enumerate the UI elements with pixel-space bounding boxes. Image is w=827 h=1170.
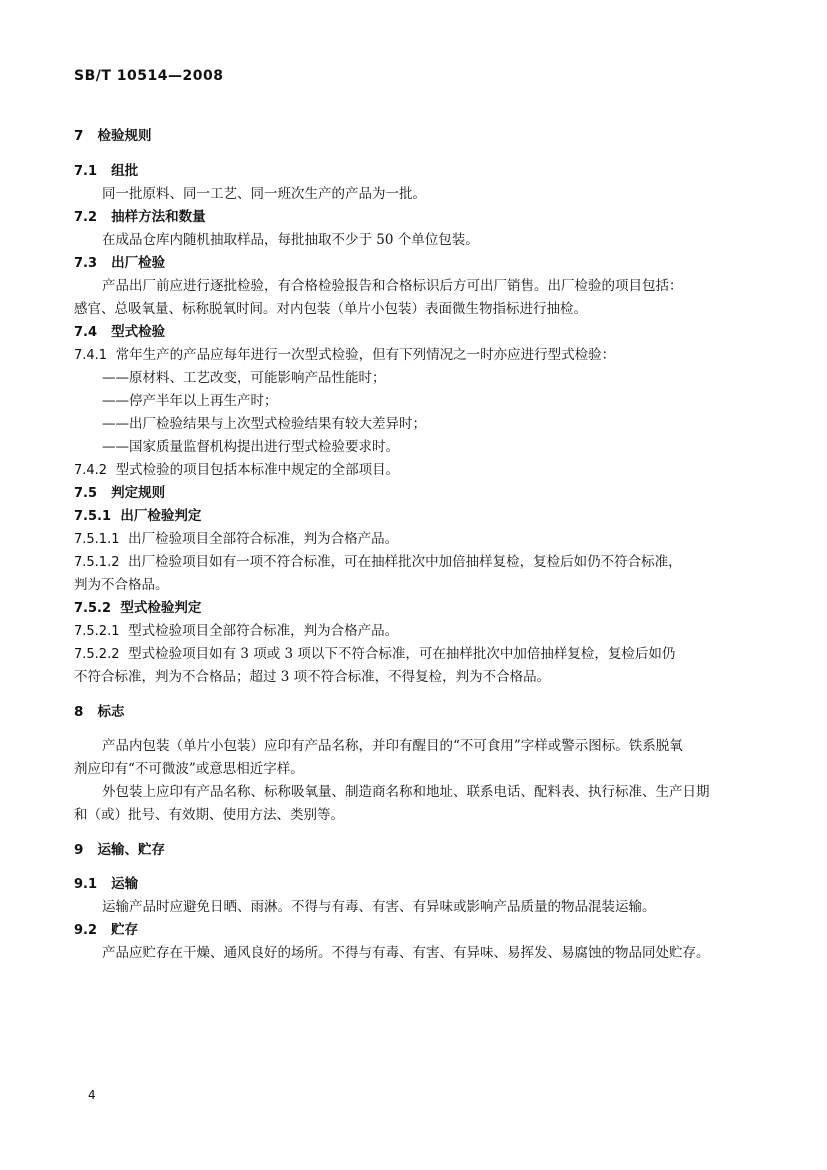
section-title: 出厂检验判定 [120,508,202,524]
section-title: 贮存 [111,922,139,938]
section-number: 7.5.1.1 [74,532,120,547]
list-item-dash-4: ——国家质量监督机构提出进行型式检验要求时。 [102,439,399,455]
section-number: 9.1 [74,877,98,892]
section-number: 7.5 [74,486,98,501]
section-8-para1-line2: 剂应印有“不可微波”或意思相近字样。 [74,761,304,777]
section-body: 出厂检验项目全部符合标准，判为合格产品。 [128,531,399,547]
section-7-5-2-2 [74,644,675,665]
section-title: 抽样方法和数量 [111,209,206,225]
section-7-5-heading [74,483,165,504]
section-body: 常年生产的产品应每年进行一次型式检验，但有下列情况之一时亦应进行型式检验： [115,347,616,363]
section-number: 7.2 [74,210,98,225]
section-number: 7.1 [74,164,98,179]
list-item-dash-3: ——出厂检验结果与上次型式检验结果有较大差异时； [102,416,426,432]
section-title: 型式检验 [111,324,166,340]
section-9-1-heading [74,874,138,895]
section-7-3-heading [74,253,165,274]
section-title: 组批 [111,163,139,179]
section-number: 7.3 [74,256,98,271]
section-7-5-2-heading [74,598,201,619]
section-number: 7.5.1 [74,509,112,524]
section-7-5-2-2-cont: 不符合标准，判为不合格品；超过 3 项不符合标准，不得复检，判为不合格品。 [74,669,551,685]
section-title: 检验规则 [97,128,152,144]
section-number: 7.4.2 [74,463,108,478]
section-number: 9 [74,842,84,858]
section-7-4-2 [74,460,399,481]
section-9-2-body: 产品应贮存在干燥、通风良好的场所。不得与有毒、有害、有异味、易挥发、易腐蚀的物品同处贮存。 [102,945,710,961]
section-number: 8 [74,704,84,720]
section-9-2-heading [74,920,138,941]
section-7-3-body-line1: 产品出厂前应进行逐批检验，有合格检验报告和合格标识后方可出厂销售。出厂检验的项目包括： [102,278,683,294]
section-title: 出厂检验 [111,255,166,271]
section-7-3-body-line2: 感官、总吸氧量、标称脱氧时间。对内包装（单片小包装）表面微生物指标进行抽检。 [74,301,587,317]
section-7-5-2-1 [74,621,398,642]
section-number: 7.5.2.1 [74,624,120,639]
section-7-5-1-2 [74,552,682,573]
section-title: 标志 [97,704,125,720]
section-number: 7.4.1 [74,348,108,363]
section-7-2-heading [74,207,206,228]
section-body: 出厂检验项目如有一项不符合标准，可在抽样批次中加倍抽样复检，复检后如仍不符合标准， [128,554,682,570]
section-title: 运输 [111,876,139,892]
list-item-dash-2: ——停产半年以上再生产时； [102,393,278,409]
section-body: 型式检验的项目包括本标准中规定的全部项目。 [115,462,400,478]
section-body: 型式检验项目如有 3 项或 3 项以下不符合标准，可在抽样批次中加倍抽样复检，复检后如仍 [128,646,676,662]
section-title: 型式检验判定 [120,600,202,616]
section-title: 判定规则 [111,485,166,501]
section-7-5-1-2-cont: 判为不合格品。 [74,577,169,593]
section-7-4-1 [74,345,615,366]
standard-code-header: SB/T 10514—2008 [74,68,224,84]
section-number: 7.4 [74,325,98,340]
section-number: 7.5.1.2 [74,555,120,570]
section-body: 型式检验项目全部符合标准，判为合格产品。 [128,623,399,639]
page-number: 4 [88,1088,96,1102]
section-number: 7.5.2.2 [74,647,120,662]
section-number: 7.5.2 [74,601,112,616]
section-8-heading [74,702,125,722]
section-number: 7 [74,128,84,144]
section-7-heading [74,126,152,146]
section-9-heading [74,840,165,860]
section-title: 运输、贮存 [97,842,166,858]
section-7-5-1-heading [74,506,201,527]
section-8-para1-line1: 产品内包装（单片小包装）应印有产品名称，并印有醒目的“不可食用”字样或警示图标。铁系脱氧 [102,738,683,754]
section-8-para2-line1: 外包装上应印有产品名称、标称吸氧量、制造商名称和地址、联系电话、配料表、执行标准、生产日期 [102,784,710,800]
section-7-1-body: 同一批原料、同一工艺、同一班次生产的产品为一批。 [102,186,426,202]
list-item-dash-1: ——原材料、工艺改变，可能影响产品性能时； [102,370,386,386]
section-9-1-body: 运输产品时应避免日晒、雨淋。不得与有毒、有害、有异味或影响产品质量的物品混装运输。 [102,899,656,915]
section-8-para2-line2: 和（或）批号、有效期、使用方法、类别等。 [74,807,344,823]
section-7-5-1-1 [74,529,398,550]
section-number: 9.2 [74,923,98,938]
section-7-4-heading [74,322,165,343]
section-7-2-body: 在成品仓库内随机抽取样品，每批抽取不少于 50 个单位包装。 [102,232,479,248]
section-7-1-heading [74,161,138,182]
